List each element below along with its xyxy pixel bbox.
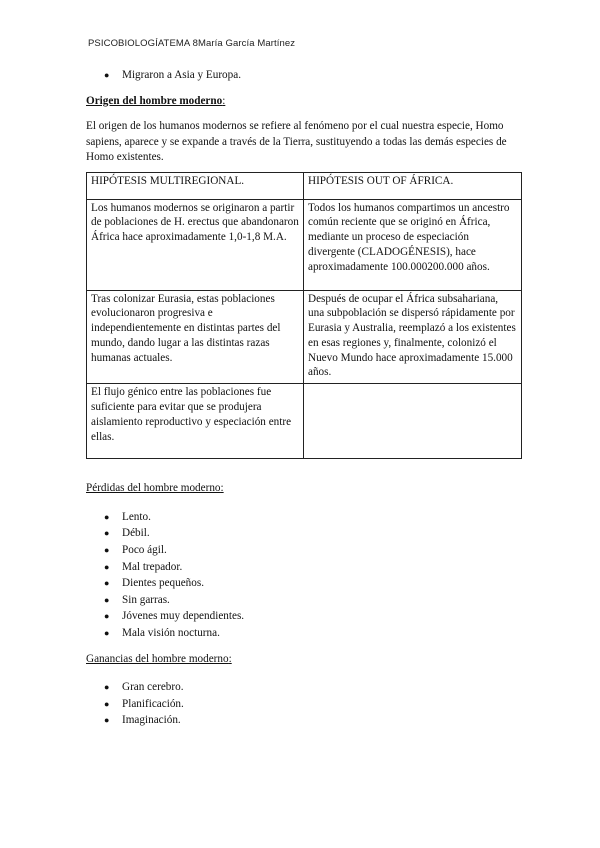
table-cell: Los humanos modernos se originaron a partir de poblaciones de H. erectus que abandonaron África hace aproximadamente 1,0-1,8 M.A.: [87, 199, 304, 290]
losses-heading: [86, 481, 518, 497]
losses-heading-text: Pérdidas del hombre moderno: [86, 482, 221, 495]
table-cell: [304, 384, 522, 459]
table-row: [87, 199, 522, 290]
list-item: [86, 542, 518, 559]
list-item: [86, 679, 518, 696]
bullet-icon: ●: [104, 511, 110, 522]
list-item: [86, 575, 518, 592]
table-cell: Tras colonizar Eurasia, estas poblaciones evolucionaron progresiva e independientemente en distintas partes del mundo, dando lugar a las distintas razas humanas actuales.: [87, 290, 304, 384]
origin-heading-text: Origen del hombre moderno: [86, 94, 223, 107]
list-item-text: Planificación.: [122, 697, 184, 710]
table-cell: Después de ocupar el África subsahariana, una subpoblación se dispersó rápidamente por Eurasia y Australia, reemplazó a los existentes en esas regiones y, finalmente, colonizó el Nuevo Mundo hace aproximadamente 15.000 años.: [304, 290, 522, 384]
list-item: [86, 625, 518, 642]
list-item-text: Mal trepador.: [122, 560, 183, 573]
bullet-icon: ●: [104, 578, 110, 589]
list-item: [86, 559, 518, 576]
list-item: [86, 712, 518, 729]
page-header: PSICOBIOLOGÍATEMA 8María García Martínez: [88, 38, 296, 49]
table-cell: El flujo génico entre las poblaciones fue suficiente para evitar que se produjera aislamiento reproductivo y especiación entre ellas.: [87, 384, 304, 459]
bullet-icon: ●: [104, 715, 110, 726]
list-item: [86, 592, 518, 609]
origin-heading: [86, 94, 518, 110]
list-item-text: Jóvenes muy dependientes.: [122, 610, 245, 623]
origin-heading-colon: :: [222, 94, 226, 107]
losses-list: [86, 509, 518, 642]
list-item-text: Lento.: [122, 510, 151, 523]
list-item-text: Mala visión nocturna.: [122, 626, 220, 639]
document-body: [86, 66, 518, 729]
bullet-icon: ●: [104, 682, 110, 693]
list-item: [86, 509, 518, 526]
bullet-icon: ●: [104, 594, 110, 605]
list-item: [86, 68, 518, 84]
list-item-text: Gran cerebro.: [122, 681, 184, 694]
bullet-icon: ●: [104, 561, 110, 572]
bullet-icon: ●: [104, 70, 110, 80]
gains-heading-colon: :: [228, 652, 232, 665]
table-cell: Todos los humanos compartimos un ancestro común reciente que se originó en África, mediante un proceso de especiación divergente (CLADOGÉNESIS), hace aproximadamente 100.000200.000 años.: [304, 199, 522, 290]
list-item: [86, 608, 518, 625]
table-row: [87, 290, 522, 384]
header-out-of-africa: HIPÓTESIS OUT OF ÁFRICA.: [304, 172, 522, 199]
list-item-text: Sin garras.: [122, 593, 170, 606]
gains-heading: [86, 652, 518, 668]
bullet-icon: ●: [104, 528, 110, 539]
bullet-icon: ●: [104, 698, 110, 709]
migration-list: [86, 68, 518, 84]
bullet-icon: ●: [104, 611, 110, 622]
list-item-text: Débil.: [122, 527, 150, 540]
hypotheses-table: [86, 172, 522, 460]
table-row: [87, 384, 522, 459]
list-item-text: Migraron a Asia y Europa.: [122, 69, 241, 81]
gains-heading-text: Ganancias del hombre moderno: [86, 652, 229, 665]
table-header-row: [87, 172, 522, 199]
origin-paragraph: El origen de los humanos modernos se refiere al fenómeno por el cual nuestra especie, Homo sapiens, aparece y se expande a través de la Tierra, sustituyendo a todas las demás especies de Homo existentes.: [86, 120, 507, 163]
list-item-text: Dientes pequeños.: [122, 577, 205, 590]
losses-heading-colon: :: [220, 482, 224, 495]
list-item-text: Poco ágil.: [122, 543, 167, 556]
list-item: [86, 696, 518, 713]
gains-list: [86, 679, 518, 729]
list-item: [86, 525, 518, 542]
bullet-icon: ●: [104, 627, 110, 638]
header-multiregional: HIPÓTESIS MULTIREGIONAL.: [87, 172, 304, 199]
bullet-icon: ●: [104, 544, 110, 555]
list-item-text: Imaginación.: [122, 714, 181, 727]
